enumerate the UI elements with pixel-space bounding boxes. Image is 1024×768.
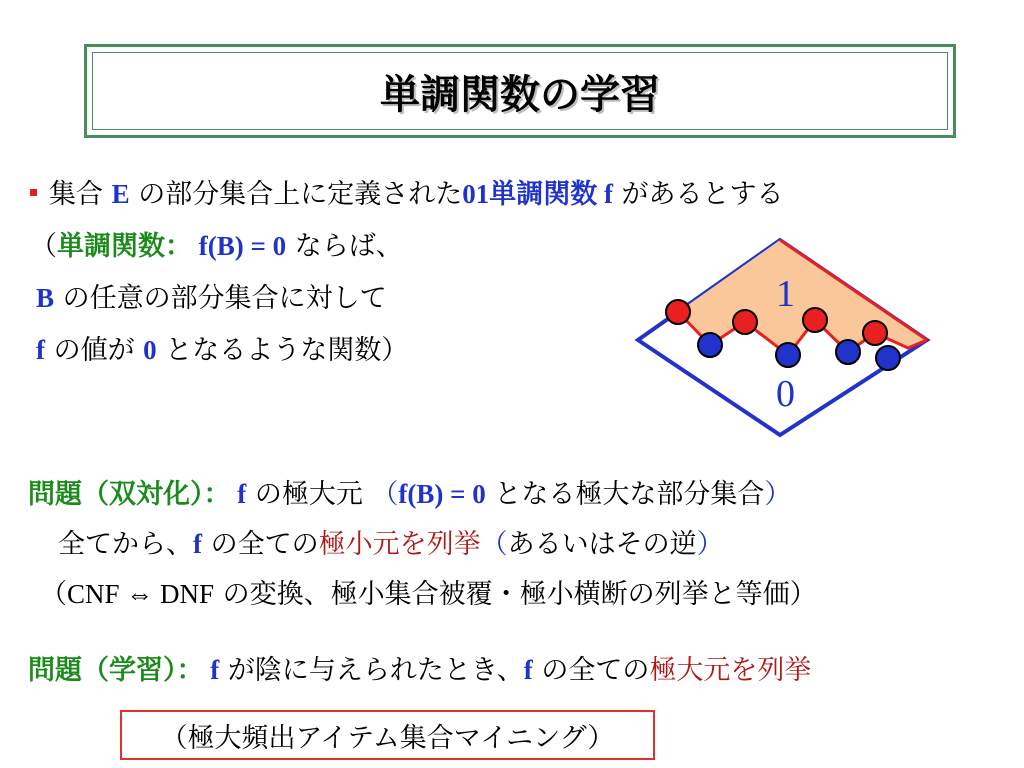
problem-dual-line-3 [40,576,817,613]
text: 全てから、 [58,529,193,560]
text: 集合 [49,179,112,210]
maximal-point [733,310,757,334]
formula-fb0: f(B) = 0 [192,231,287,261]
definition-line-2 [30,228,403,265]
title-inner-frame [92,52,948,130]
minimal-point [876,346,900,370]
value-zero: 0 [143,335,157,365]
function-f: f [193,529,202,559]
text: あるいはその逆 [507,529,697,560]
set-e: E [111,179,130,209]
minimal-point [698,333,722,357]
minimal-point [836,340,860,364]
maximal-point [803,308,827,332]
text: となるような関数） [156,335,409,366]
problem-dual-label: 問題（双対化）： [28,479,231,510]
monotone-label: 単調関数： [57,231,192,262]
function-f: f [597,179,613,209]
text: の極大元 [246,479,372,510]
paren-close: ） [696,529,724,560]
function-f: f [203,655,220,685]
binary-01: 01 [462,179,490,209]
maximal-point [863,321,887,345]
set-b: B [36,283,55,313]
maximal-point [666,300,690,324]
text: の任意の部分集合に対して [54,283,387,314]
definition-line-4 [36,332,408,369]
text: （ [40,579,67,610]
function-f: f [230,479,247,509]
paren-close: ） [764,479,792,510]
text: が陰に与えられたとき、 [219,655,524,686]
text: （ [30,231,57,262]
definition-line-3 [36,280,387,317]
problem-learning-label: 問題（学習）： [28,655,204,686]
paren-open: （ [480,529,508,560]
text: の全ての [202,529,319,560]
problem-dual-line-1 [28,476,791,513]
text: となる極大な部分集合 [485,479,765,510]
label-zero: 0 [776,373,795,415]
text: ならば、 [286,231,403,262]
cnf-dnf: CNF ⇔ DNF [67,579,215,609]
text: の全ての [532,655,650,686]
definition-line-1 [30,176,784,213]
minimal-point [776,343,800,367]
monotone-function-term: 単調関数 [489,179,598,210]
text: があるとする [612,179,784,210]
bullet-icon [30,189,37,196]
function-f: f [36,335,45,365]
text: の値が [45,335,144,366]
text: の部分集合上に定義された [129,179,463,210]
note-box [120,710,655,760]
note-text: （極大頻出アイテム集合マイニング） [160,722,615,754]
label-one: 1 [776,273,795,315]
formula-fb0: f(B) = 0 [398,479,486,509]
title-frame [84,44,956,138]
page-title: 単調関数の学習 [380,71,660,118]
problem-learning-line [28,652,811,689]
text: の変換、極小集合被覆・極小横断の列挙と等価） [214,579,817,610]
enumerate-maximal: 極大元を列挙 [649,655,812,686]
function-f: f [523,655,533,685]
problem-dual-line-2 [58,526,724,563]
enumerate-minimal: 極小元を列挙 [318,529,481,560]
paren-open: （ [371,479,399,510]
